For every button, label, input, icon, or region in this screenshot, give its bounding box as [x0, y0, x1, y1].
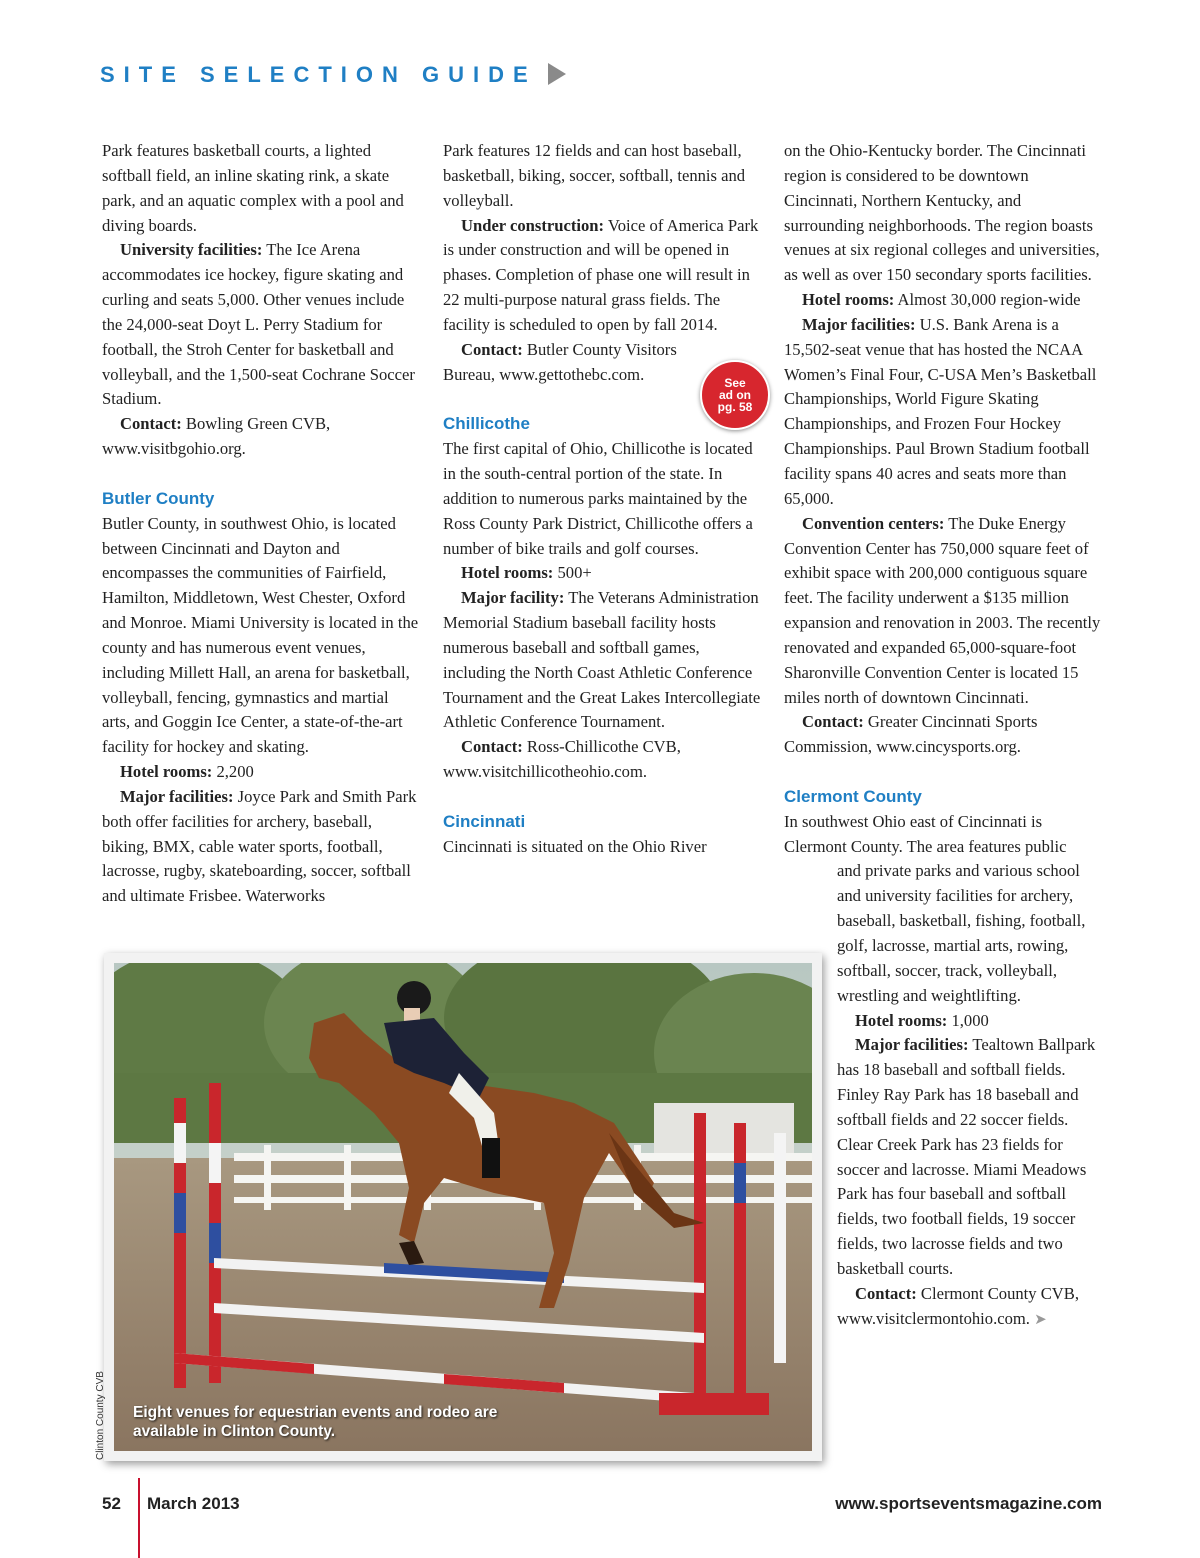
- label: Major facilities:: [855, 1035, 969, 1055]
- text: The Duke Energy Convention Center has 750,000 square feet of exhibit space with 200,000 contiguous square feet. The facility underwent a $135 million expansion and renovation in 2003. The recently renovated and expanded 65,000-square-foot Sharonville Convention Center is located 15 miles north of downtown Cincinnati.: [784, 513, 1101, 707]
- label: Major facility:: [461, 588, 565, 608]
- label: Contact:: [461, 339, 523, 359]
- text: 2,200: [212, 762, 254, 782]
- label: Under construction:: [461, 215, 605, 235]
- label: Major facilities:: [802, 314, 916, 334]
- section-header: [100, 62, 566, 88]
- section-header-title: SITE SELECTION GUIDE: [100, 62, 537, 87]
- paragraph-hotel-rooms: [784, 288, 1104, 313]
- heading-clermont-county: Clermont County: [784, 786, 922, 806]
- text: Butler County Visitors: [522, 339, 677, 359]
- wrapped-text: [837, 859, 1104, 1331]
- paragraph-major-facility: [443, 586, 763, 735]
- column-2: [443, 139, 763, 859]
- label: Contact:: [120, 414, 182, 434]
- paragraph-major-facilities: [102, 785, 420, 909]
- issue-date: March 2013: [147, 1494, 240, 1513]
- paragraph-contact: [784, 710, 1104, 760]
- paragraph-hotel-rooms: [102, 760, 420, 785]
- paragraph-major-facilities: [837, 1033, 1104, 1281]
- text: Bureau, www.gettothebc.com.: [443, 364, 645, 384]
- label: Hotel rooms:: [120, 762, 213, 782]
- paragraph: Cincinnati is situated on the Ohio River: [443, 836, 707, 856]
- paragraph: Butler County, in southwest Ohio, is located between Cincinnati and Dayton and encompasses the communities of Fairfield, Hamilton, Middletown, West Chester, Oxford and Monroe. Miami University is located in the county and has numerous event venues, including Millett Hall, an arena for basketball, volleyball, fencing, gymnastics and martial arts, and Goggin Ice Center, a state-of-the-art facility for hockey and skating.: [102, 513, 419, 757]
- label: Major facilities:: [120, 786, 234, 806]
- badge-line: pg. 58: [717, 400, 753, 414]
- label: Contact:: [855, 1283, 917, 1303]
- paragraph-major-facilities: [784, 313, 1104, 512]
- see-ad-badge[interactable]: [700, 360, 770, 430]
- paragraph: on the Ohio-Kentucky border. The Cincinnati region is considered to be downtown Cincinnati, Northern Kentucky, and surrounding neighborhoods. The region boasts venues at six regional colleges and universities, as well as over 150 secondary sports facilities.: [784, 141, 1100, 285]
- paragraph: Park features basketball courts, a lighted softball field, an inline skating rink, a skate park, and an aquatic complex with a pool and diving boards.: [102, 141, 404, 235]
- badge-line: See: [724, 376, 746, 390]
- label: Convention centers:: [802, 513, 945, 533]
- label: Hotel rooms:: [461, 563, 554, 583]
- continue-arrow-icon: ➤: [1034, 1309, 1047, 1328]
- text: Greater Cincinnati Sports Commission, www.cincysports.org.: [784, 712, 1038, 757]
- paragraph-contact: [102, 412, 420, 462]
- paragraph: The first capital of Ohio, Chillicothe is located in the south-central portion of the state. In addition to numerous parks maintained by the Ross County Park District, Chillicothe offers a number of bike trails and golf courses.: [443, 439, 753, 558]
- text: The Veterans Administration Memorial Stadium baseball facility hosts numerous baseball and softball games, including the North Coast Athletic Conference Tournament and the Great Lakes Intercollegiate Athletic Conference Tournament.: [443, 588, 761, 732]
- heading-cincinnati: Cincinnati: [443, 811, 526, 831]
- paragraph-convention-centers: [784, 512, 1104, 711]
- label: Hotel rooms:: [802, 290, 895, 310]
- paragraph-under-construction: [443, 214, 763, 338]
- footer-divider: [138, 1478, 140, 1558]
- label: Hotel rooms:: [855, 1010, 948, 1030]
- text: 1,000: [947, 1010, 989, 1030]
- text: Clermont County CVB, www.visitclermontohio.com.: [837, 1283, 1080, 1328]
- photo-credit: Clinton County CVB: [95, 1371, 106, 1460]
- heading-chillicothe: Chillicothe: [443, 414, 530, 434]
- text: 500+: [553, 563, 592, 583]
- paragraph-hotel-rooms: [837, 1009, 1104, 1034]
- text: Joyce Park and Smith Park both offer facilities for archery, baseball, biking, BMX, cable water sports, football, lacrosse, rugby, skateboarding, soccer, softball and ultimate Frisbee. Waterworks: [102, 786, 417, 906]
- paragraph-contact: [443, 735, 763, 785]
- paragraph-university-facilities: [102, 238, 420, 412]
- paragraph: and private parks and various school and university facilities for archery, baseball, basketball, fishing, football, golf, lacrosse, martial arts, rowing, softball, soccer, track, volleyball, wrestling and weightlifting.: [837, 861, 1086, 1005]
- text: Almost 30,000 region-wide: [894, 290, 1081, 310]
- label: University facilities:: [120, 240, 263, 260]
- column-1: [102, 139, 420, 909]
- badge-line: ad on: [719, 388, 751, 402]
- paragraph: Park features 12 fields and can host baseball, basketball, biking, soccer, softball, tennis and volleyball.: [443, 141, 746, 210]
- magazine-url[interactable]: www.sportseventsmagazine.com: [835, 1494, 1102, 1513]
- text: Voice of America Park is under construction and will be opened in phases. Completion of phase one will result in 22 multi-purpose natural grass fields. The facility is scheduled to open by fall 2014.: [443, 215, 759, 334]
- text: The Ice Arena accommodates ice hockey, figure skating and curling and seats 5,000. Other venues include the 24,000-seat Doyt L. Perry Stadium for football, the Stroh Center for basketball and volleyball, and the 1,500-seat Cochrane Soccer Stadium.: [102, 240, 415, 409]
- photo-caption: Eight venues for equestrian events and rodeo are available in Clinton County.: [133, 1404, 498, 1440]
- paragraph: In southwest Ohio east of Cincinnati is Clermont County. The area features public: [784, 811, 1067, 856]
- equestrian-photo: [114, 963, 812, 1451]
- paragraph-hotel-rooms: [443, 561, 763, 586]
- text: U.S. Bank Arena is a 15,502-seat venue that has hosted the NCAA Women’s Final Four, C-USA Men’s Basketball Championships, World Figure Skating Championships, and Frozen Four Hockey Championships. Paul Brown Stadium football facility spans 40 acres and seats more than 65,000.: [784, 314, 1097, 508]
- heading-butler-county: Butler County: [102, 488, 215, 508]
- label: Contact:: [461, 737, 523, 757]
- label: Contact:: [802, 712, 864, 732]
- header-arrow-icon: [548, 63, 566, 85]
- page-number: 52: [102, 1494, 121, 1513]
- photo-frame: [104, 953, 822, 1461]
- column-3: [784, 139, 1104, 1332]
- paragraph-contact: [837, 1282, 1104, 1332]
- text: Bowling Green CVB, www.visitbgohio.org.: [102, 414, 331, 459]
- text: Ross-Chillicothe CVB, www.visitchillicotheohio.com.: [443, 737, 681, 782]
- text: Tealtown Ballpark has 18 baseball and softball fields. Finley Ray Park has 18 baseball and softball fields and 22 soccer fields. Clear Creek Park has 23 fields for soccer and lacrosse. Miami Meadows Park has four baseball and softball fields, two football fields, 19 soccer fields, two lacrosse fields and two basketball courts.: [837, 1035, 1096, 1278]
